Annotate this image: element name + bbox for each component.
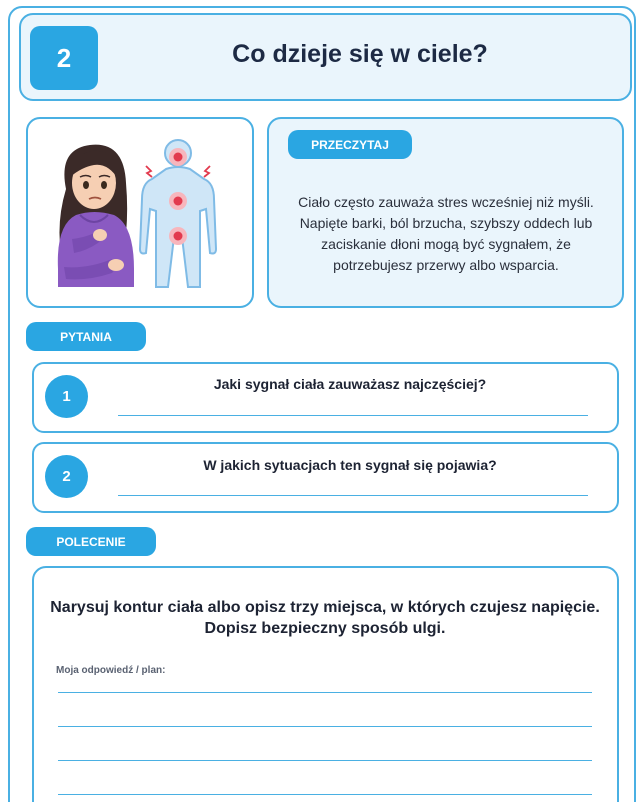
question-number-badge: 2 xyxy=(45,455,88,498)
answer-line[interactable] xyxy=(58,760,592,761)
page-title: Co dzieje się w ciele? xyxy=(232,40,488,68)
answer-line[interactable] xyxy=(58,726,592,727)
question-text: Jaki sygnał ciała zauważasz najczęściej? xyxy=(213,376,487,392)
question-number-badge: 1 xyxy=(45,375,88,418)
answer-line[interactable] xyxy=(118,495,588,496)
read-label: PRZECZYTAJ xyxy=(288,130,412,159)
illustration-panel xyxy=(26,117,254,308)
lesson-number-badge: 2 xyxy=(30,26,98,90)
question-card xyxy=(32,362,619,433)
question-card xyxy=(32,442,619,513)
question-text: W jakich sytuacjach ten sygnał się pojawia? xyxy=(203,457,497,473)
answer-label: Moja odpowiedź / plan: xyxy=(56,665,166,676)
task-text: Narysuj kontur ciała albo opisz trzy miejsca, w których czujesz napięcie. Dopisz bezpieczny sposób ulgi. xyxy=(50,599,600,637)
task-label: POLECENIE xyxy=(26,527,156,556)
answer-line[interactable] xyxy=(58,692,592,693)
read-text: Ciało często zauważa stres wcześniej niż myśli. Napięte barki, ból brzucha, szybszy oddech lub zaciskanie dłoni mogą być sygnałem, że potrzebujesz przerwy albo wsparcia. xyxy=(298,194,594,273)
answer-line[interactable] xyxy=(118,415,588,416)
girl-stressed-body-signals-illustration xyxy=(28,119,256,310)
questions-label: PYTANIA xyxy=(26,322,146,351)
answer-line[interactable] xyxy=(58,794,592,795)
